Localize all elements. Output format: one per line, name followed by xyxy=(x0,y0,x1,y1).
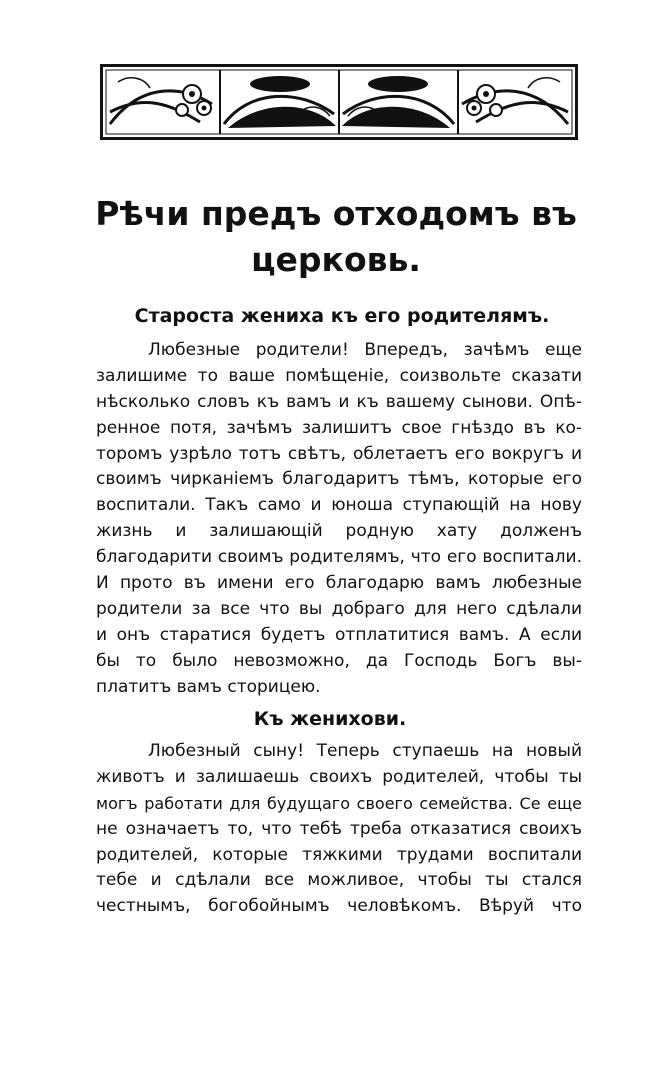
text-line: жизнь и залишающій родную хату долженъ xyxy=(96,521,582,542)
text-line: своимъ чирканіемъ благодаритъ тѣмъ, которые его xyxy=(96,469,582,490)
text-line: бы то было невозможно, да Господь Богъ вы- xyxy=(96,650,582,671)
text-line: залишиме то ваше помѣщеніе, соизвольте сказати xyxy=(96,365,582,386)
text-line: Любезный сыну! Теперь ступаешь на новый xyxy=(148,741,582,761)
paragraph-speech-to-groom xyxy=(96,739,582,920)
section-heading-parents: Староста жениха къ его родителямъ. xyxy=(134,305,550,327)
page-title-line-2: церковь. xyxy=(251,240,421,279)
text-line: воспитали. Такъ само и юноша ступающій на нову xyxy=(96,495,582,516)
text-line: честнымъ, богобойнымъ человѣкомъ. Вѣруй что xyxy=(96,896,582,917)
text-line: не означаетъ то, что тебѣ треба отказатися своихъ xyxy=(96,818,582,839)
text-line: И прото въ имени его благодарю вамъ любезные xyxy=(96,573,582,594)
text-line: и онъ старатися будетъ отплатитися вамъ. А если xyxy=(96,624,582,645)
text-line: Любезные родители! Впередъ, зачѣмъ еще xyxy=(148,340,582,360)
decorative-header-ornament xyxy=(100,64,578,140)
paragraph-speech-to-parents xyxy=(96,338,582,700)
text-line: торомъ узрѣло тотъ свѣтъ, облетаетъ его вокругъ и xyxy=(96,443,582,464)
text-line: животъ и залишаешь своихъ родителей, чтобы ты xyxy=(96,766,582,787)
text-line: ренное потя, зачѣмъ залишитъ свое гнѣздо въ ко- xyxy=(96,417,582,438)
text-line: тебе и сдѣлали все можливое, чтобы ты стался xyxy=(96,870,582,891)
page-title-line-1: Рѣчи предъ отходомъ въ xyxy=(95,194,577,233)
text-line: могъ работати для будущаго своего семейства. Се еще xyxy=(96,793,582,813)
text-line: родителей, которые тяжкими трудами воспитали xyxy=(96,844,582,865)
text-line: благодарити своимъ родителямъ, что его воспитали. xyxy=(96,547,582,568)
text-line: платитъ вамъ сторицею. xyxy=(96,676,321,697)
text-line: нѣсколько словъ къ вамъ и къ вашему сынови. Опѣ- xyxy=(96,391,582,412)
section-heading-groom: Къ женихови. xyxy=(253,708,407,730)
text-line: родители за все что вы добраго для него сдѣлали xyxy=(96,598,582,619)
